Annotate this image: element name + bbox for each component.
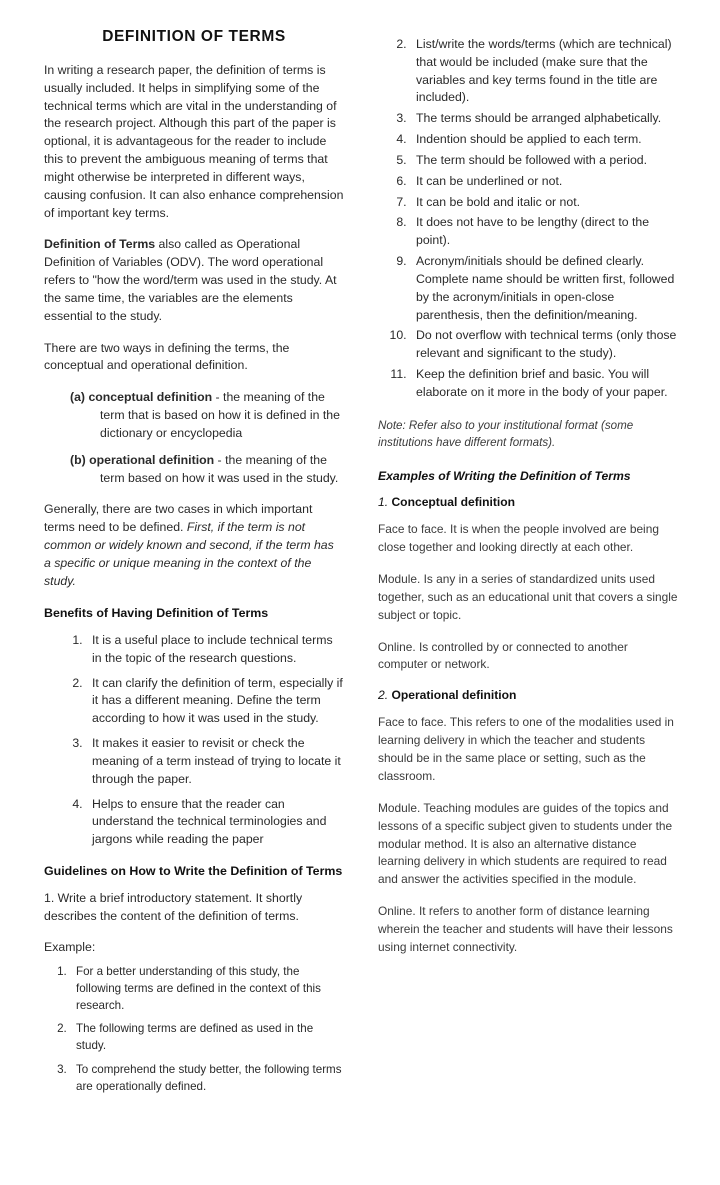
conceptual-example-1: Face to face. It is when the people involved are being close together and looking directly at each other. (378, 522, 659, 555)
benefits-list (44, 632, 344, 849)
example-label: Example: (44, 940, 96, 955)
conceptual-definition-heading (378, 495, 678, 509)
generally-italic-text: First, if the term is not common or widely known and second, if the term has a specific or unique meaning in the context of the study. (44, 520, 334, 588)
guidelines-heading: Guidelines on How to Write the Definition of Terms (44, 864, 343, 878)
guidelines-continued-list (378, 36, 678, 402)
list-item: 1. It is a useful place to include technical terms in the topic of the research questions. (86, 632, 344, 668)
list-item: 5. The term should be followed with a period. (410, 152, 678, 170)
list-item: 4. Indention should be applied to each term. (410, 131, 678, 149)
list-item: 7. It can be bold and italic or not. (410, 194, 678, 212)
ways-list (44, 389, 344, 487)
conceptual-example-3: Online. Is controlled by or connected to another computer or network. (378, 639, 628, 672)
benefits-heading: Benefits of Having Definition of Terms (44, 605, 269, 620)
intro-paragraph: In writing a research paper, the definition of terms is usually included. It helps in simplifying some of the technical terms which are vital in the understanding of the research project. Although this part of the paper is optional, it is advantageous for the reader to include this to prevent the ambiguous meaning of terms that might otherwise be interpreted in different ways, causing confusion. It can also enhance comprehension of important key terms. (44, 63, 344, 220)
list-item: 3. To comprehend the study better, the following terms are operationally defined. (70, 1062, 344, 1096)
page-title: DEFINITION OF TERMS (102, 28, 286, 45)
list-item: 3. It makes it easier to revisit or check the meaning of a term instead of trying to locate it through the paper. (86, 735, 344, 788)
ways-list-text-a: - the meaning of the term that is based on how it is defined in the dictionary or encyclopedia (100, 390, 340, 440)
guideline-first-item: 1. Write a brief introductory statement. It shortly describes the content of the definition of terms. (44, 891, 303, 924)
right-column (378, 28, 678, 971)
definition-of-terms-rest: also called as Operational Definition of Variables (ODV). The word operational refers to "how the word/term was used in the study. At the same time, the variables are the elements essential to the study. (44, 237, 337, 323)
list-item (70, 452, 344, 488)
operational-definition-heading (378, 688, 678, 702)
operational-definition-number: 2. (378, 688, 392, 703)
list-item: 9. Acronym/initials should be defined clearly. Complete name should be written first, followed by the acronym/initials in open-close parenthesis, then the definition/meaning. (410, 253, 678, 324)
institutional-format-note: Note: Refer also to your institutional format (some institutions have different formats). (378, 418, 634, 449)
list-item: 2. List/write the words/terms (which are technical) that would be included (make sure that the variables and key terms found in the title are included). (410, 36, 678, 107)
operational-definition-label: Operational definition (391, 688, 517, 703)
ways-list-tag-a: (a) conceptual definition (70, 390, 213, 405)
list-item (70, 389, 344, 442)
list-item: 3. The terms should be arranged alphabetically. (410, 110, 678, 128)
ways-list-tag-b: (b) operational definition (70, 452, 215, 467)
operational-example-3: Online. It refers to another form of distance learning wherein the teacher and students will have their lessons using internet connectivity. (378, 904, 673, 954)
conceptual-definition-label: Conceptual definition (391, 495, 516, 510)
ways-list-text-b: - the meaning of the term based on how it was used in the study. (100, 452, 339, 485)
list-item: 2. The following terms are defined as used in the study. (70, 1021, 344, 1055)
conceptual-example-2: Module. Is any in a series of standardized units used together, such as an educational unit that covers a single subject or topic. (378, 572, 678, 622)
list-item: 4. Helps to ensure that the reader can understand the technical terminologies and jargons while reading the paper (86, 796, 344, 849)
list-item: 11. Keep the definition brief and basic. You will elaborate on it more in the body of your paper. (410, 366, 678, 402)
two-column-layout (44, 28, 686, 1110)
two-ways-paragraph: There are two ways in defining the terms, the conceptual and operational definition. (44, 340, 290, 373)
definition-of-terms-paragraph (44, 236, 344, 325)
conceptual-definition-number: 1. (378, 495, 392, 510)
definition-of-terms-lead: Definition of Terms (44, 237, 156, 252)
list-item: 8. It does not have to be lengthy (direct to the point). (410, 214, 678, 250)
list-item: 6. It can be underlined or not. (410, 173, 678, 191)
operational-example-2: Module. Teaching modules are guides of the topics and lessons of a specific subject given to students under the modular method. It is also an alternative distance learning delivery in which students are required to read and answer the activities specified in the module. (378, 800, 673, 887)
generally-paragraph (44, 501, 344, 590)
examples-heading: Examples of Writing the Definition of Terms (378, 469, 631, 484)
generally-plain-text: Generally, there are two cases in which important terms need to be defined. (44, 502, 313, 535)
operational-example-1: Face to face. This refers to one of the modalities used in learning delivery in which the teacher and students should be in the same place or setting, such as the classroom. (378, 715, 674, 783)
left-column (44, 28, 344, 1110)
list-item: 10. Do not overflow with technical terms (only those relevant and significant to the study). (410, 327, 678, 363)
example-list (44, 964, 344, 1096)
list-item: 2. It can clarify the definition of term, especially if it has a different meaning. Define the term according to how it was used in the study. (86, 675, 344, 728)
list-item: 1. For a better understanding of this study, the following terms are defined in the context of this research. (70, 964, 344, 1014)
